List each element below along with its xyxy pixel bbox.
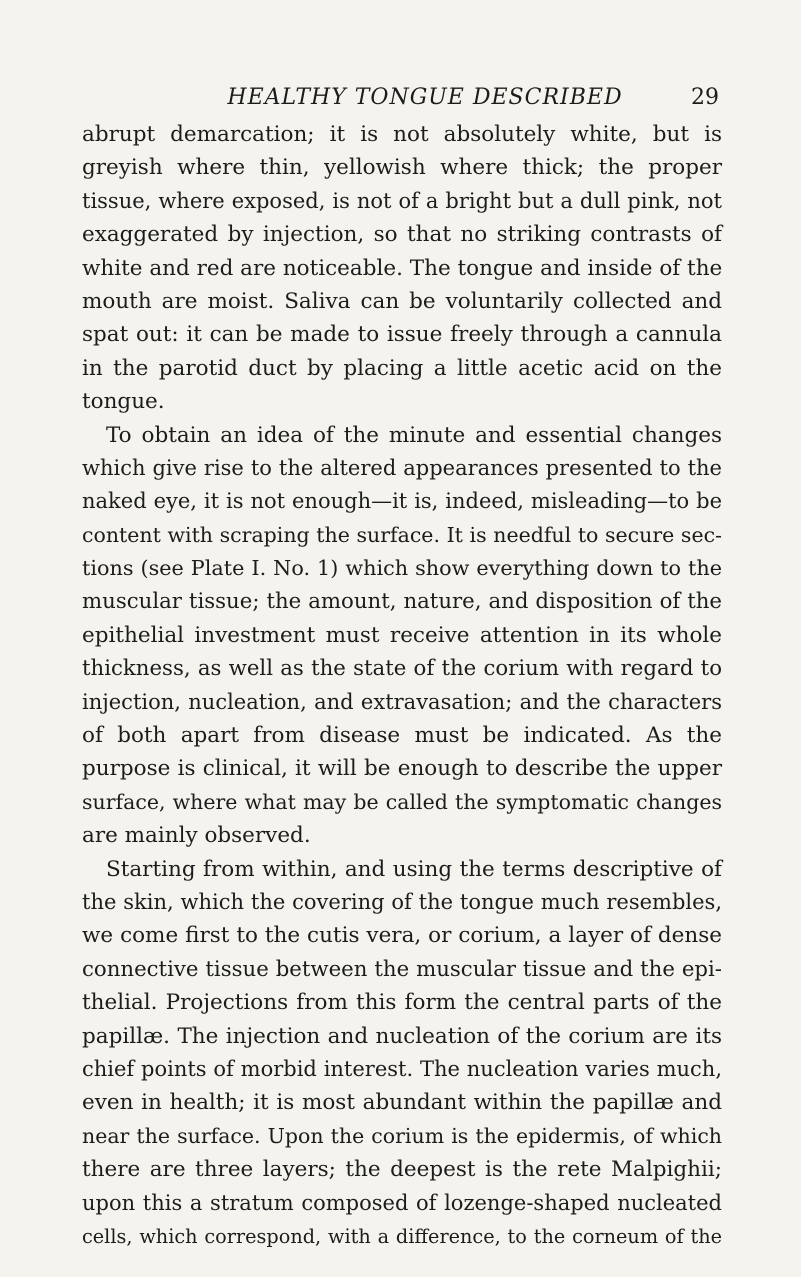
text-line: connective tissue between the muscular tissue and the epi- <box>82 956 722 982</box>
text-line: content with scraping the surface. It is needful to secure sec- <box>82 522 722 547</box>
text-line: muscular tissue; the amount, nature, and disposition of the <box>82 589 722 615</box>
text-line: near the surface. Upon the corium is the epidermis, of which <box>82 1123 722 1148</box>
text-line: in the parotid duct by placing a little acetic acid on the <box>82 355 722 381</box>
body-text <box>82 118 722 1253</box>
text-line: tongue. <box>82 389 165 415</box>
text-line: mouth are moist. Saliva can be voluntarily collected and <box>82 288 722 314</box>
text-line: cells, which correspond, with a difference, to the corneum of the <box>82 1224 722 1248</box>
text-line: thelial. Projections from this form the central parts of the <box>82 990 722 1016</box>
text-line: tions (see Plate I. No. 1) which show everything down to the <box>82 556 722 581</box>
text-line: upon this a stratum composed of lozenge-shaped nucleated <box>82 1190 722 1215</box>
text-line: thickness, as well as the state of the corium with regard to <box>82 656 722 682</box>
text-line: greyish where thin, yellowish where thick; the proper <box>82 155 722 181</box>
text-line: of both apart from disease must be indicated. As the <box>82 723 722 749</box>
text-line: Starting from within, and using the terms descriptive of <box>106 856 722 882</box>
text-line: even in health; it is most abundant within the papillæ and <box>82 1090 722 1116</box>
text-line: exaggerated by injection, so that no striking contrasts of <box>82 222 722 248</box>
text-line: purpose is clinical, it will be enough to describe the upper <box>82 756 722 782</box>
text-line: injection, nucleation, and extravasation; and the characters <box>82 689 722 714</box>
text-line: naked eye, it is not enough—it is, indeed, misleading—to be <box>82 489 722 514</box>
text-line: are mainly observed. <box>82 823 311 849</box>
text-line: abrupt demarcation; it is not absolutely white, but is <box>82 122 722 147</box>
text-line: white and red are noticeable. The tongue and inside of the <box>82 255 723 281</box>
running-title: HEALTHY TONGUE DESCRIBED <box>227 85 623 110</box>
text-line: epithelial investment must receive attention in its whole <box>82 622 722 648</box>
text-line: papillæ. The injection and nucleation of the corium are its <box>82 1023 722 1049</box>
text-line: spat out: it can be made to issue freely through a cannula <box>82 322 722 348</box>
page-number: 29 <box>691 85 719 110</box>
text-line: which give rise to the altered appearances presented to the <box>82 455 722 480</box>
text-line: chief points of morbid interest. The nucleation varies much, <box>82 1056 722 1081</box>
text-line: To obtain an idea of the minute and essential changes <box>106 422 722 448</box>
text-line: we come first to the cutis vera, or corium, a layer of dense <box>82 923 722 949</box>
text-line: tissue, where exposed, is not of a bright but a dull pink, not <box>82 188 722 213</box>
text-line: the skin, which the covering of the tongue much resembles, <box>82 889 722 914</box>
text-line: surface, where what may be called the symptomatic changes <box>82 789 722 814</box>
text-line: there are three layers; the deepest is the rete Malpighii; <box>82 1157 722 1183</box>
